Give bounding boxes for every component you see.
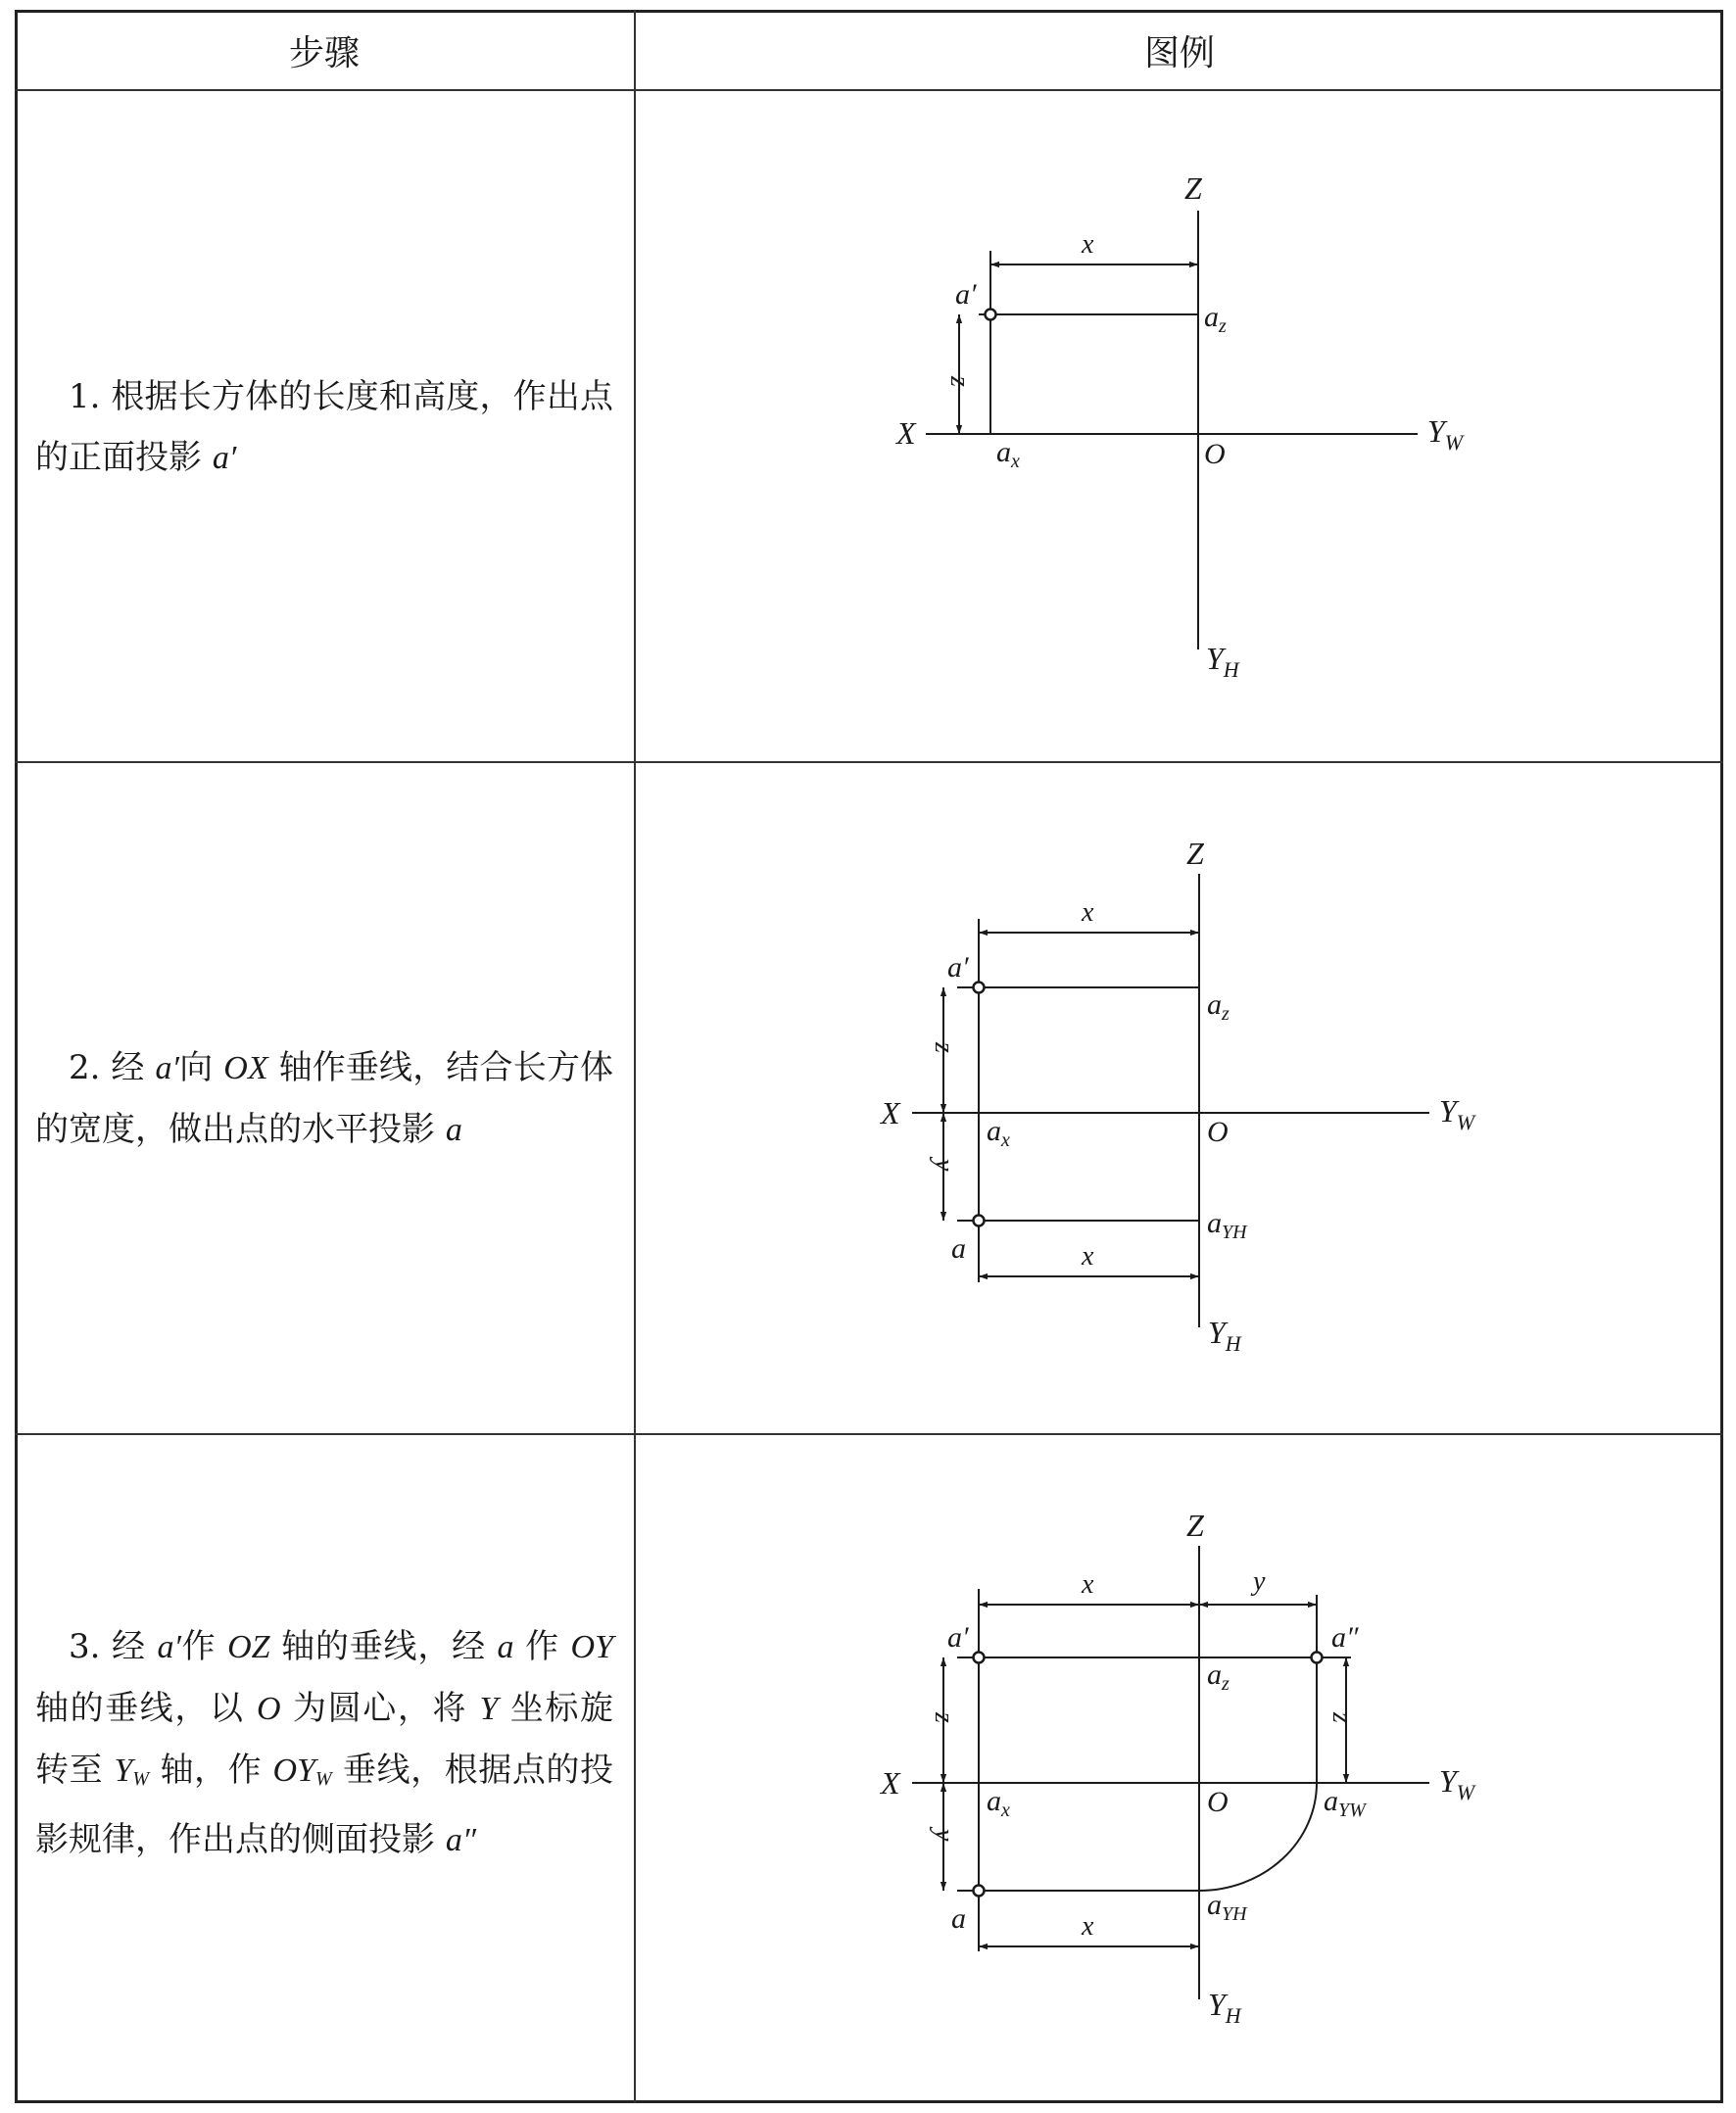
label-ayh: $a_{YH}$ (1207, 1889, 1247, 1925)
header-step: 步骤 (288, 32, 360, 73)
label-a: a (951, 1232, 966, 1265)
label-dim-x-bottom: x (1082, 1911, 1094, 1942)
point-a-dprime (1312, 1653, 1323, 1663)
label-Yw: $Y_W$ (1439, 1763, 1475, 1804)
label-dim-x-top: x (1082, 897, 1094, 928)
label-dim-x: x (1082, 229, 1094, 260)
point-a (974, 1216, 985, 1226)
label-dim-z-right: z (1326, 1712, 1357, 1723)
label-ayh: $a_{YH}$ (1207, 1207, 1247, 1243)
label-O: O (1204, 438, 1226, 470)
header-figure: 图例 (1143, 32, 1215, 73)
label-ax: $a_x$ (987, 1785, 1010, 1821)
step-3-text: 3. 经 a′作 OZ 轴的垂线，经 a 作 OY 轴的垂线，以 O 为圆心，将 Y 坐标旋转至 $Y_W$ 轴，作 $OY_W$ 垂线，根据点的投影规律，作出点的侧面投影 a″ (35, 1627, 613, 1859)
label-ayw: $a_{YW}$ (1324, 1785, 1366, 1821)
label-Z: Z (1186, 836, 1204, 871)
label-a-dprime: a″ (1331, 1621, 1359, 1654)
label-dim-x-bottom: x (1082, 1241, 1094, 1272)
label-dim-y: y (929, 1159, 959, 1172)
label-O: O (1207, 1116, 1229, 1148)
label-Z: Z (1184, 170, 1202, 206)
label-a-prime: a′ (947, 951, 969, 984)
figure-step-2 (636, 763, 1723, 1433)
label-Yh: $Y_H$ (1208, 1987, 1241, 2028)
point-a (974, 1886, 985, 1897)
label-dim-x-top: x (1082, 1569, 1094, 1600)
point-a-prime (974, 1653, 985, 1663)
label-X: X (896, 415, 916, 451)
step-2-text: 2. 经 a′向 OX 轴作垂线，结合长方体的宽度，做出点的水平投影 a (35, 1048, 614, 1149)
figure-step-1 (636, 91, 1723, 761)
figure-step-3 (636, 1435, 1723, 2105)
label-dim-z: z (929, 1042, 959, 1053)
label-az: $a_z$ (1207, 988, 1230, 1025)
label-Yh: $Y_H$ (1208, 1315, 1241, 1356)
label-az: $a_z$ (1207, 1658, 1230, 1695)
label-O: O (1207, 1786, 1229, 1818)
label-az: $a_z$ (1204, 301, 1227, 337)
label-a: a (951, 1902, 966, 1935)
label-Z: Z (1186, 1508, 1204, 1543)
label-Yw: $Y_W$ (1439, 1093, 1475, 1134)
step-1-text: 1. 根据长方体的长度和高度，作出点的正面投影 a′ (35, 377, 613, 477)
label-X: X (881, 1765, 900, 1801)
label-a-prime: a′ (947, 1621, 969, 1654)
label-dim-y-left: y (929, 1829, 959, 1842)
label-ax: $a_x$ (996, 436, 1020, 472)
point-a-prime (986, 310, 996, 320)
label-dim-z-left: z (929, 1712, 959, 1723)
label-dim-y-top: y (1253, 1566, 1266, 1597)
label-Yh: $Y_H$ (1206, 641, 1239, 682)
label-a-prime: a′ (955, 278, 977, 311)
label-Yw: $Y_W$ (1427, 413, 1464, 455)
label-X: X (881, 1095, 900, 1130)
label-dim-z: z (944, 376, 975, 387)
label-ax: $a_x$ (987, 1115, 1010, 1151)
point-a-prime (974, 983, 985, 993)
